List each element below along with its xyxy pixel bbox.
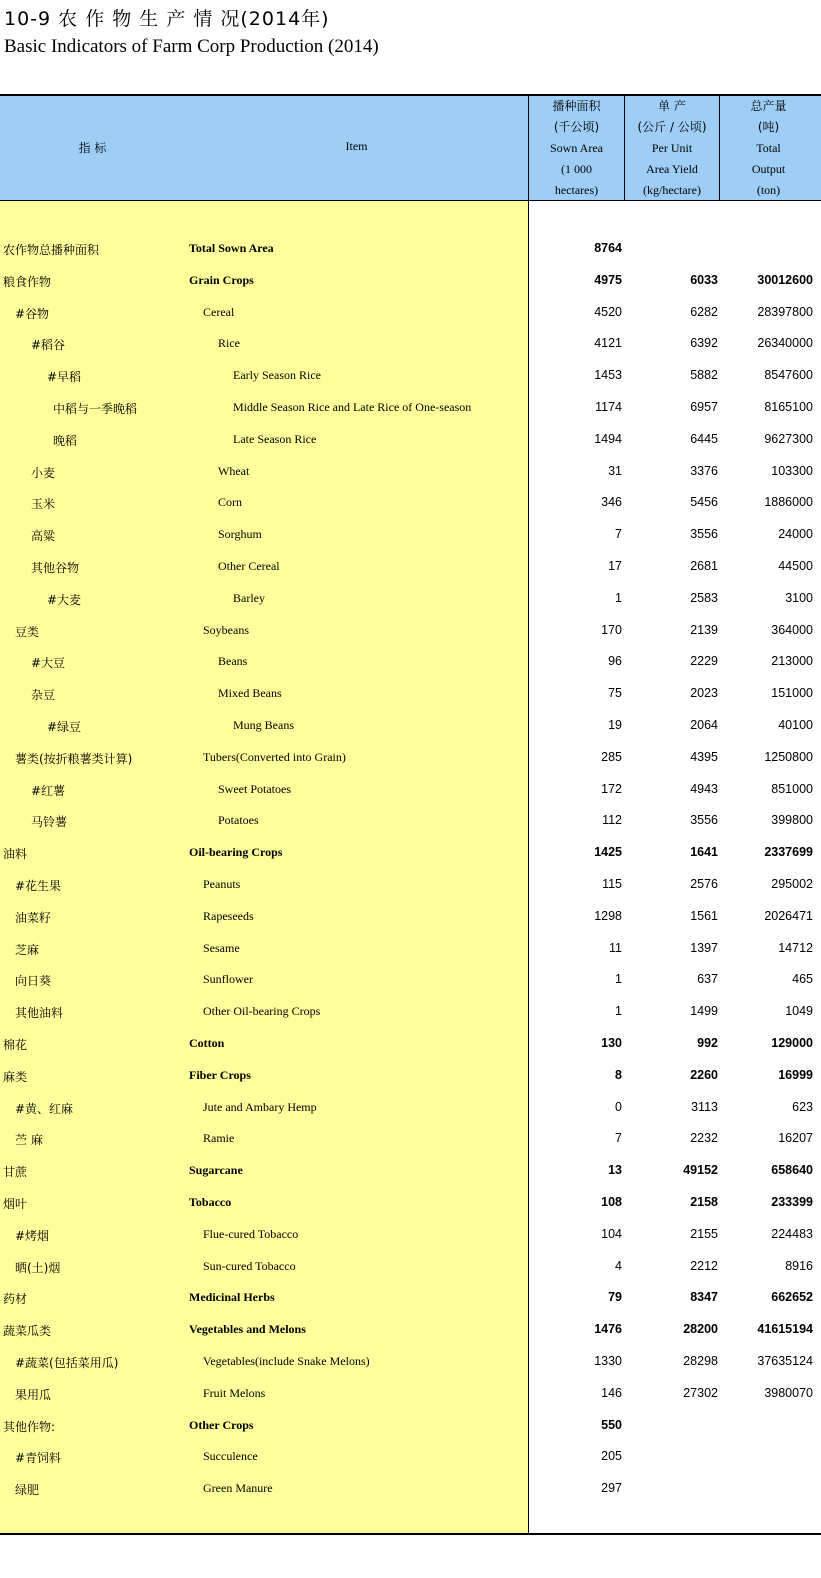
cell-sown-area: 17 <box>608 559 622 573</box>
row-label-en: Jute and Ambary Hemp <box>203 1100 317 1114</box>
header-col2-line1: 单 产 <box>658 99 686 113</box>
row-label-en: Total Sown Area <box>189 241 274 255</box>
table-row <box>0 269 821 293</box>
row-label-en: Peanuts <box>203 877 241 891</box>
row-label-cn: 芝麻 <box>15 943 40 957</box>
cell-total-output: 399800 <box>771 813 813 827</box>
header-col2-line5: (kg/hectare) <box>643 183 701 197</box>
cell-total-output: 224483 <box>771 1227 813 1241</box>
cell-unit-yield: 3556 <box>690 527 718 541</box>
row-label-cn: 小麦 <box>31 466 56 480</box>
table-row <box>0 937 821 961</box>
row-label-cn: 豆类 <box>15 625 40 639</box>
header-indicator-cn: 指 标 <box>78 141 107 155</box>
cell-total-output: 2337699 <box>764 845 813 859</box>
cell-sown-area: 1174 <box>595 400 622 414</box>
cell-unit-yield: 2064 <box>690 718 718 732</box>
cell-sown-area: 1453 <box>594 368 622 382</box>
cell-sown-area: 13 <box>608 1163 622 1177</box>
table-row <box>0 555 821 579</box>
cell-total-output: 37635124 <box>757 1354 813 1368</box>
table-row <box>0 809 821 833</box>
cell-total-output: 1886000 <box>764 495 813 509</box>
cell-total-output: 129000 <box>771 1036 813 1050</box>
cell-unit-yield: 6033 <box>690 273 718 287</box>
cell-total-output: 364000 <box>771 623 813 637</box>
row-label-en: Tubers(Converted into Grain) <box>203 750 346 764</box>
header-col3-line1: 总产量 <box>750 99 787 113</box>
row-label-en: Late Season Rice <box>233 432 317 446</box>
row-label-en: Early Season Rice <box>233 368 321 382</box>
cell-unit-yield: 6957 <box>690 400 718 414</box>
cell-sown-area: 1330 <box>594 1354 622 1368</box>
row-label-cn: 苎 麻 <box>15 1133 43 1147</box>
row-label-cn: 药材 <box>3 1292 28 1306</box>
row-label-en: Other Oil-bearing Crops <box>203 1004 321 1018</box>
row-label-cn: 中稻与一季晚稻 <box>53 402 138 416</box>
cell-unit-yield: 2232 <box>690 1131 718 1145</box>
table-row <box>0 523 821 547</box>
cell-unit-yield: 3376 <box>690 464 718 478</box>
cell-unit-yield: 1397 <box>690 941 718 955</box>
cell-sown-area: 104 <box>601 1227 622 1241</box>
cell-unit-yield: 1561 <box>690 909 718 923</box>
row-label-cn: 玉米 <box>31 497 56 511</box>
cell-total-output: 9627300 <box>764 432 813 446</box>
table-row <box>0 841 821 865</box>
header-col1-line1: 播种面积 <box>552 99 601 113</box>
cell-total-output: 465 <box>792 972 813 986</box>
row-label-cn: 晒(土)烟 <box>15 1261 61 1275</box>
cell-total-output: 16999 <box>778 1068 813 1082</box>
cell-unit-yield: 992 <box>697 1036 718 1050</box>
table-row <box>0 1127 821 1151</box>
table-header <box>0 96 821 201</box>
row-label-cn: 粮食作物 <box>3 275 52 289</box>
table-row <box>0 1350 821 1374</box>
cell-unit-yield: 6392 <box>690 336 718 350</box>
cell-sown-area: 11 <box>609 941 622 955</box>
cell-sown-area: 1 <box>615 591 622 605</box>
cell-unit-yield: 5882 <box>690 368 718 382</box>
cell-unit-yield: 28200 <box>683 1322 718 1336</box>
cell-sown-area: 1494 <box>594 432 622 446</box>
table-title-en: Basic Indicators of Farm Corp Production (2014) <box>4 36 379 57</box>
row-label-en: Potatoes <box>218 813 259 827</box>
cell-unit-yield: 2260 <box>690 1068 718 1082</box>
cell-unit-yield: 2229 <box>690 654 718 668</box>
cell-sown-area: 8 <box>615 1068 622 1082</box>
table-row <box>0 1064 821 1088</box>
table-row <box>0 1191 821 1215</box>
table-row <box>0 778 821 802</box>
row-label-en: Mung Beans <box>233 718 294 732</box>
header-item-en: Item <box>345 139 368 153</box>
cell-sown-area: 1476 <box>594 1322 622 1336</box>
bottom-rule <box>0 1533 821 1535</box>
cell-sown-area: 4 <box>615 1259 622 1273</box>
table-row <box>0 1445 821 1469</box>
cell-sown-area: 115 <box>602 877 622 891</box>
header-col-output <box>720 96 817 200</box>
row-label-cn: 油料 <box>3 847 28 861</box>
cell-unit-yield: 637 <box>697 972 718 986</box>
row-label-en: Sorghum <box>218 527 262 541</box>
cell-total-output: 8916 <box>785 1259 813 1273</box>
row-label-cn: #大麦 <box>47 593 82 607</box>
cell-total-output: 1250800 <box>764 750 813 764</box>
cell-total-output: 40100 <box>778 718 813 732</box>
row-label-cn: 晚稻 <box>53 434 78 448</box>
table-row <box>0 1318 821 1342</box>
table-row <box>0 332 821 356</box>
header-col1-line3: Sown Area <box>550 141 603 155</box>
row-label-cn: 杂豆 <box>31 688 56 702</box>
cell-total-output: 44500 <box>778 559 813 573</box>
cell-sown-area: 7 <box>615 1131 622 1145</box>
cell-sown-area: 19 <box>608 718 622 732</box>
cell-sown-area: 4121 <box>594 336 622 350</box>
cell-unit-yield: 2212 <box>690 1259 718 1273</box>
cell-sown-area: 1298 <box>594 909 622 923</box>
cell-total-output: 213000 <box>771 654 813 668</box>
row-label-cn: 烟叶 <box>3 1197 28 1211</box>
cell-total-output: 2026471 <box>764 909 813 923</box>
table-row <box>0 650 821 674</box>
header-col2-line2: (公斤 / 公顷) <box>637 120 707 134</box>
row-label-en: Sun-cured Tobacco <box>203 1259 296 1273</box>
cell-sown-area: 7 <box>615 527 622 541</box>
row-label-en: Mixed Beans <box>218 686 282 700</box>
row-label-en: Other Crops <box>189 1418 254 1432</box>
cell-total-output: 662652 <box>771 1290 813 1304</box>
header-col1-line4: (1 000 <box>561 162 592 176</box>
row-label-cn: #早稻 <box>47 370 82 384</box>
table-row <box>0 460 821 484</box>
row-label-cn: 其他作物: <box>3 1420 56 1434</box>
row-label-cn: 麻类 <box>3 1070 28 1084</box>
row-label-cn: #红薯 <box>31 784 66 798</box>
row-label-cn: 高粱 <box>31 529 56 543</box>
row-label-en: Sesame <box>203 941 240 955</box>
row-label-cn: 棉花 <box>3 1038 28 1052</box>
cell-sown-area: 75 <box>608 686 622 700</box>
header-col2-line4: Area Yield <box>646 162 698 176</box>
cell-unit-yield: 2583 <box>690 591 718 605</box>
cell-unit-yield: 27302 <box>683 1386 718 1400</box>
table-row <box>0 364 821 388</box>
row-label-en: Rapeseeds <box>203 909 254 923</box>
table-title-cn: 10-9 农 作 物 生 产 情 况(2014年) <box>4 8 330 30</box>
cell-total-output: 8165100 <box>764 400 813 414</box>
row-label-en: Fiber Crops <box>189 1068 251 1082</box>
cell-unit-yield: 4943 <box>690 782 718 796</box>
table-row <box>0 1000 821 1024</box>
cell-sown-area: 108 <box>601 1195 622 1209</box>
table-row <box>0 905 821 929</box>
cell-unit-yield: 2139 <box>690 623 718 637</box>
table-row <box>0 1414 821 1438</box>
cell-total-output: 658640 <box>771 1163 813 1177</box>
header-col3-line5: (ton) <box>756 183 781 197</box>
table-row <box>0 619 821 643</box>
table-row <box>0 873 821 897</box>
header-col3-line3: Total <box>756 141 781 155</box>
table-row <box>0 587 821 611</box>
cell-total-output: 28397800 <box>757 305 813 319</box>
cell-total-output: 3980070 <box>764 1386 813 1400</box>
cell-total-output: 8547600 <box>764 368 813 382</box>
cell-sown-area: 346 <box>601 495 622 509</box>
cell-unit-yield: 8347 <box>690 1290 718 1304</box>
row-label-cn: #青饲料 <box>15 1451 62 1465</box>
cell-unit-yield: 6282 <box>690 305 718 319</box>
row-label-cn: 其他谷物 <box>31 561 80 575</box>
cell-total-output: 16207 <box>778 1131 813 1145</box>
cell-unit-yield: 1641 <box>690 845 718 859</box>
row-label-cn: #烤烟 <box>15 1229 50 1243</box>
row-label-en: Grain Crops <box>189 273 254 287</box>
cell-total-output: 24000 <box>778 527 813 541</box>
row-label-en: Vegetables(include Snake Melons) <box>203 1354 370 1368</box>
cell-unit-yield: 2158 <box>690 1195 718 1209</box>
cell-unit-yield: 28298 <box>683 1354 718 1368</box>
table-row <box>0 1159 821 1183</box>
table-row <box>0 1032 821 1056</box>
header-col2-line3: Per Unit <box>651 141 693 155</box>
row-label-cn: 油菜籽 <box>15 911 52 925</box>
table-row <box>0 1382 821 1406</box>
table-row <box>0 1255 821 1279</box>
row-label-en: Oil-bearing Crops <box>189 845 283 859</box>
row-label-cn: #绿豆 <box>47 720 82 734</box>
table-row <box>0 237 821 261</box>
row-label-en: Corn <box>218 495 242 509</box>
cell-total-output: 41615194 <box>757 1322 813 1336</box>
row-label-cn: #黄、红麻 <box>15 1102 74 1116</box>
row-label-en: Cereal <box>203 305 235 319</box>
cell-unit-yield: 2155 <box>690 1227 718 1241</box>
cell-total-output: 151000 <box>771 686 813 700</box>
table-row <box>0 1096 821 1120</box>
header-col1-line5: hectares) <box>554 183 599 197</box>
header-col-yield <box>625 96 719 200</box>
header-col3-line2: (吨) <box>757 120 780 134</box>
table-row <box>0 1286 821 1310</box>
table-row <box>0 746 821 770</box>
cell-total-output: 623 <box>792 1100 813 1114</box>
cell-total-output: 14712 <box>778 941 813 955</box>
table-row <box>0 428 821 452</box>
cell-sown-area: 1 <box>615 1004 622 1018</box>
table-row <box>0 1477 821 1501</box>
table-row <box>0 491 821 515</box>
row-label-cn: 向日葵 <box>15 974 52 988</box>
cell-sown-area: 172 <box>601 782 622 796</box>
cell-total-output: 26340000 <box>757 336 813 350</box>
row-label-cn: 马铃薯 <box>31 815 68 829</box>
row-label-cn: 甘蔗 <box>3 1165 28 1179</box>
cell-unit-yield: 2576 <box>690 877 718 891</box>
cell-total-output: 3100 <box>785 591 813 605</box>
row-label-en: Wheat <box>218 464 250 478</box>
header-col1-line2: (千公顷) <box>553 120 600 134</box>
cell-sown-area: 550 <box>601 1418 622 1432</box>
table-row <box>0 682 821 706</box>
cell-unit-yield: 6445 <box>690 432 718 446</box>
cell-sown-area: 4975 <box>594 273 622 287</box>
row-label-en: Succulence <box>203 1449 258 1463</box>
cell-sown-area: 130 <box>601 1036 622 1050</box>
table-row <box>0 396 821 420</box>
cell-sown-area: 112 <box>602 813 622 827</box>
table-row <box>0 968 821 992</box>
cell-sown-area: 1 <box>615 972 622 986</box>
cell-unit-yield: 4395 <box>690 750 718 764</box>
row-label-en: Sweet Potatoes <box>218 782 291 796</box>
cell-total-output: 30012600 <box>757 273 813 287</box>
row-label-en: Green Manure <box>203 1481 273 1495</box>
header-col3-line4: Output <box>751 162 786 176</box>
row-label-en: Vegetables and Melons <box>189 1322 306 1336</box>
row-label-cn: 农作物总播种面积 <box>3 243 100 257</box>
row-label-cn: 果用瓜 <box>15 1388 52 1402</box>
cell-sown-area: 205 <box>601 1449 622 1463</box>
cell-total-output: 295002 <box>771 877 813 891</box>
row-label-en: Ramie <box>203 1131 235 1145</box>
cell-unit-yield: 3113 <box>691 1100 718 1114</box>
row-label-cn: 其他油料 <box>15 1006 64 1020</box>
cell-sown-area: 79 <box>608 1290 622 1304</box>
row-label-en: Middle Season Rice and Late Rice of One-season <box>233 400 472 414</box>
cell-sown-area: 8764 <box>594 241 622 255</box>
row-label-cn: #谷物 <box>15 307 50 321</box>
row-label-cn: #花生果 <box>15 879 62 893</box>
row-label-en: Fruit Melons <box>203 1386 266 1400</box>
cell-sown-area: 96 <box>608 654 622 668</box>
cell-total-output: 233399 <box>771 1195 813 1209</box>
row-label-en: Rice <box>218 336 240 350</box>
cell-sown-area: 4520 <box>594 305 622 319</box>
row-label-cn: 蔬菜瓜类 <box>3 1324 52 1338</box>
row-label-en: Flue-cured Tobacco <box>203 1227 299 1241</box>
cell-unit-yield: 3556 <box>690 813 718 827</box>
row-label-en: Soybeans <box>203 623 249 637</box>
row-label-en: Other Cereal <box>218 559 280 573</box>
row-label-en: Cotton <box>189 1036 225 1050</box>
cell-sown-area: 0 <box>615 1100 622 1114</box>
row-label-en: Barley <box>233 591 265 605</box>
row-label-cn: #大豆 <box>31 656 66 670</box>
row-label-en: Beans <box>218 654 248 668</box>
cell-unit-yield: 49152 <box>683 1163 718 1177</box>
cell-total-output: 1049 <box>785 1004 813 1018</box>
header-col-sown-area <box>529 96 624 200</box>
cell-total-output: 851000 <box>771 782 813 796</box>
table-row <box>0 301 821 325</box>
row-label-en: Sugarcane <box>189 1163 243 1177</box>
row-label-en: Sunflower <box>203 972 253 986</box>
row-label-cn: 绿肥 <box>15 1483 40 1497</box>
cell-sown-area: 297 <box>601 1481 622 1495</box>
cell-unit-yield: 2681 <box>690 559 718 573</box>
cell-sown-area: 285 <box>601 750 622 764</box>
row-label-cn: #蔬菜(包括菜用瓜) <box>15 1356 119 1370</box>
cell-sown-area: 1425 <box>594 845 622 859</box>
cell-sown-area: 31 <box>608 464 622 478</box>
cell-unit-yield: 5456 <box>690 495 718 509</box>
cell-unit-yield: 2023 <box>690 686 718 700</box>
cell-unit-yield: 1499 <box>690 1004 718 1018</box>
row-label-en: Tobacco <box>189 1195 232 1209</box>
row-label-cn: 薯类(按折粮薯类计算) <box>15 752 133 766</box>
table-row <box>0 714 821 738</box>
cell-sown-area: 170 <box>601 623 622 637</box>
table-row <box>0 1223 821 1247</box>
row-label-en: Medicinal Herbs <box>189 1290 275 1304</box>
cell-total-output: 103300 <box>771 464 813 478</box>
cell-sown-area: 146 <box>601 1386 622 1400</box>
row-label-cn: #稻谷 <box>31 338 66 352</box>
